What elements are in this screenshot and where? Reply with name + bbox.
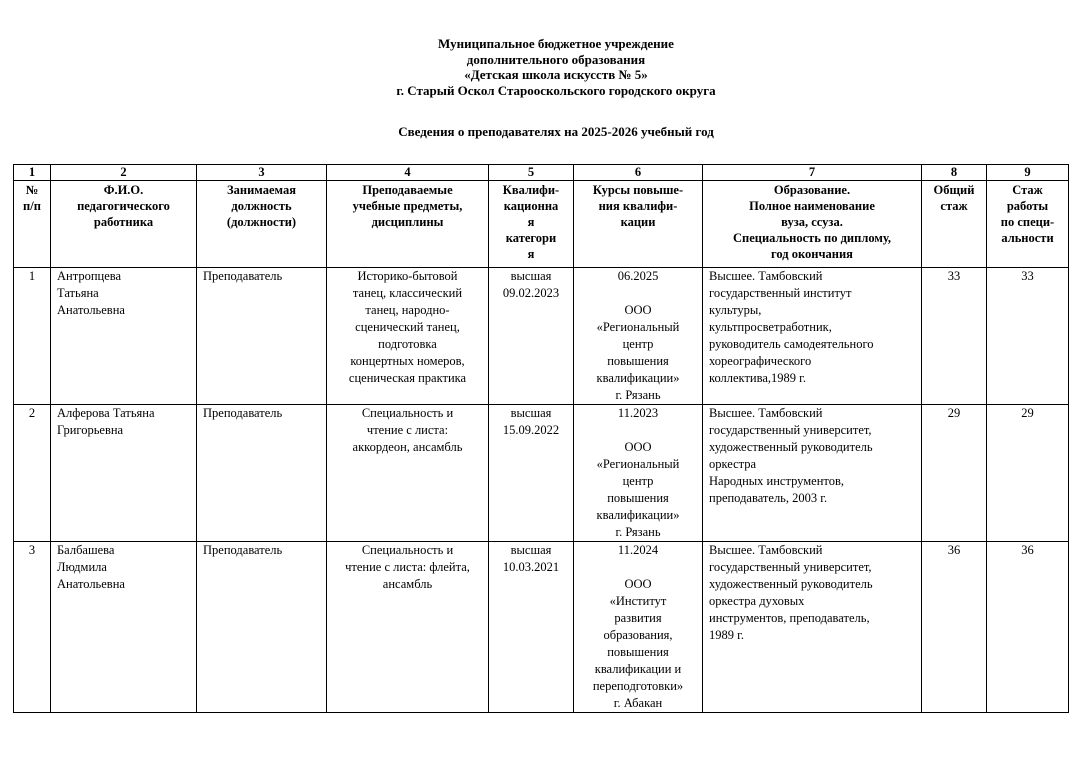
header-line: Муниципальное бюджетное учреждение (438, 36, 674, 51)
cell-line: Анатольевна (57, 303, 125, 317)
cell-line: ансамбль (382, 577, 433, 591)
header-text: стаж (940, 199, 968, 213)
cell-line: квалификации» (596, 508, 680, 522)
cell-line: государственный университет, (709, 560, 872, 574)
teacher-subjects (327, 405, 489, 542)
header-text: Занимаемая (227, 183, 296, 197)
teacher-education (703, 405, 922, 542)
document-subtitle: Сведения о преподавателях на 2025-2026 учебный год (398, 124, 714, 139)
cell-line: центр (622, 474, 654, 488)
cell-line: ООО (624, 303, 652, 317)
cell-line: Анатольевна (57, 577, 125, 591)
cell-line: Высшее. Тамбовский (709, 269, 823, 283)
column-number: 4 (327, 165, 489, 181)
header-text: дисциплины (371, 215, 444, 229)
header-text: я (527, 215, 535, 229)
header-text: категори (505, 231, 557, 245)
teachers-table (13, 164, 1069, 713)
cell-line: культпросветработник, (709, 320, 832, 334)
cell-line: «Институт (609, 594, 667, 608)
header-courses (574, 181, 703, 268)
table-row (14, 268, 1069, 405)
cell-line: 06.2025 (617, 269, 659, 283)
header-text: работы (1006, 199, 1049, 213)
cell-line: образования, (603, 628, 673, 642)
cell-line: Алферова Татьяна (57, 406, 155, 420)
cell-line: Высшее. Тамбовский (709, 543, 823, 557)
teacher-name (51, 405, 197, 542)
cell-line: художественный руководитель (709, 440, 873, 454)
teacher-category (489, 542, 574, 713)
column-number: 2 (51, 165, 197, 181)
teacher-position: Преподаватель (197, 268, 327, 405)
header-text: Образование. (773, 183, 851, 197)
cell-spacer (577, 285, 699, 302)
teacher-category (489, 268, 574, 405)
cell-line: чтение с листа: флейта, (345, 560, 470, 574)
column-number: 1 (14, 165, 51, 181)
cell-line: ООО (624, 577, 652, 591)
header-text: Специальность по диплому, (732, 231, 891, 245)
total-experience: 29 (922, 405, 987, 542)
column-number-row (14, 165, 1069, 181)
cell-line: г. Рязань (615, 388, 661, 402)
cell-line: 11.2023 (617, 406, 659, 420)
cell-line: руководитель самодеятельного (709, 337, 874, 351)
cell-line: 10.03.2021 (502, 560, 560, 574)
cell-spacer (577, 422, 699, 439)
column-number: 3 (197, 165, 327, 181)
teacher-subjects (327, 542, 489, 713)
cell-line: Антропцева (57, 269, 122, 283)
header-text: педагогического (77, 199, 170, 213)
header-text: учебные предметы, (352, 199, 463, 213)
specialty-experience: 33 (987, 268, 1069, 405)
header-text: кации (620, 215, 656, 229)
column-number: 8 (922, 165, 987, 181)
cell-line: культуры, (709, 303, 762, 317)
cell-line: государственный университет, (709, 423, 872, 437)
cell-line: 11.2024 (617, 543, 659, 557)
header-line: дополнительного образования (466, 51, 646, 67)
cell-line: 15.09.2022 (502, 423, 560, 437)
header-text: должность (231, 199, 292, 213)
header-text: Квалифи- (502, 183, 560, 197)
cell-line: подготовка (378, 337, 437, 351)
cell-line: ООО (624, 440, 652, 454)
cell-line: Татьяна (57, 286, 99, 300)
cell-line: «Региональный (596, 457, 680, 471)
header-text: (должности) (226, 215, 297, 229)
teacher-category (489, 405, 574, 542)
teacher-education (703, 542, 922, 713)
cell-line: повышения (607, 354, 669, 368)
cell-line: сценическая практика (348, 371, 467, 385)
cell-line: «Региональный (596, 320, 680, 334)
header-position (197, 181, 327, 268)
row-number: 1 (14, 268, 51, 405)
column-number: 9 (987, 165, 1069, 181)
cell-line: повышения (607, 491, 669, 505)
header-text: кационна (503, 199, 559, 213)
teacher-courses (574, 405, 703, 542)
row-number: 3 (14, 542, 51, 713)
specialty-experience: 29 (987, 405, 1069, 542)
cell-line: высшая (510, 269, 552, 283)
total-experience: 33 (922, 268, 987, 405)
header-text: Преподаваемые (362, 183, 453, 197)
cell-line: чтение с листа: (366, 423, 449, 437)
total-experience: 36 (922, 542, 987, 713)
cell-line: художественный руководитель (709, 577, 873, 591)
cell-line: государственный институт (709, 286, 852, 300)
cell-line: г. Рязань (615, 525, 661, 539)
cell-line: центр (622, 337, 654, 351)
cell-line: Народных инструментов, (709, 474, 844, 488)
header-full-name (51, 181, 197, 268)
header-text: год окончания (771, 247, 853, 261)
cell-line: концертных номеров, (350, 354, 465, 368)
cell-line: коллектива,1989 г. (709, 371, 806, 385)
cell-line: преподаватель, 2003 г. (709, 491, 828, 505)
header-text: Общий (933, 183, 975, 197)
cell-line: Людмила (57, 560, 107, 574)
header-line: «Детская школа искусств № 5» (464, 67, 648, 82)
cell-line: 1989 г. (709, 628, 744, 642)
column-number: 6 (574, 165, 703, 181)
cell-line: высшая (510, 543, 552, 557)
column-number: 7 (703, 165, 922, 181)
teacher-position: Преподаватель (197, 542, 327, 713)
cell-line: Григорьевна (57, 423, 124, 437)
teacher-position: Преподаватель (197, 405, 327, 542)
teacher-name (51, 542, 197, 713)
header-total-experience (922, 181, 987, 268)
cell-line: развития (614, 611, 662, 625)
cell-line: оркестра (709, 457, 757, 471)
header-text: Курсы повыше- (592, 183, 684, 197)
cell-line: аккордеон, ансамбль (352, 440, 463, 454)
header-text: ния квалифи- (598, 199, 678, 213)
cell-line: Специальность и (361, 543, 454, 557)
header-text: вуза, ссуза. (781, 215, 843, 229)
institution-header (0, 36, 1089, 98)
header-number (14, 181, 51, 268)
teacher-name (51, 268, 197, 405)
header-text: по специ- (1000, 215, 1055, 229)
teacher-courses (574, 542, 703, 713)
cell-line: высшая (510, 406, 552, 420)
header-text: № (25, 183, 39, 197)
teacher-subjects (327, 268, 489, 405)
cell-spacer (577, 559, 699, 576)
teacher-courses (574, 268, 703, 405)
cell-line: танец, классический (352, 286, 463, 300)
cell-line: сценический танец, (355, 320, 460, 334)
cell-line: инструментов, преподаватель, (709, 611, 870, 625)
header-education (703, 181, 922, 268)
header-text: альности (1001, 231, 1054, 245)
column-header-row (14, 181, 1069, 268)
header-text: п/п (23, 199, 41, 213)
cell-line: переподготовки» (592, 679, 684, 693)
header-line: г. Старый Оскол Старооскольского городского округа (396, 82, 716, 98)
header-text: я (527, 247, 535, 261)
header-subjects (327, 181, 489, 268)
cell-line: Специальность и (361, 406, 454, 420)
header-text: Полное наименование (749, 199, 875, 213)
header-specialty-experience (987, 181, 1069, 268)
table-row (14, 405, 1069, 542)
cell-line: г. Абакан (613, 696, 663, 710)
cell-line: квалификации и (594, 662, 682, 676)
header-text: Ф.И.О. (103, 183, 144, 197)
cell-line: квалификации» (596, 371, 680, 385)
cell-line: хореографического (709, 354, 812, 368)
header-text: Стаж (1012, 183, 1043, 197)
column-number: 5 (489, 165, 574, 181)
table-row (14, 542, 1069, 713)
cell-line: оркестра духовых (709, 594, 805, 608)
teacher-education (703, 268, 922, 405)
cell-line: Балбашева (57, 543, 115, 557)
cell-line: 09.02.2023 (502, 286, 560, 300)
cell-line: танец, народно- (365, 303, 450, 317)
cell-line: Высшее. Тамбовский (709, 406, 823, 420)
header-text: работника (93, 215, 154, 229)
cell-line: Историко-бытовой (357, 269, 458, 283)
header-category (489, 181, 574, 268)
specialty-experience: 36 (987, 542, 1069, 713)
cell-line: повышения (607, 645, 669, 659)
row-number: 2 (14, 405, 51, 542)
